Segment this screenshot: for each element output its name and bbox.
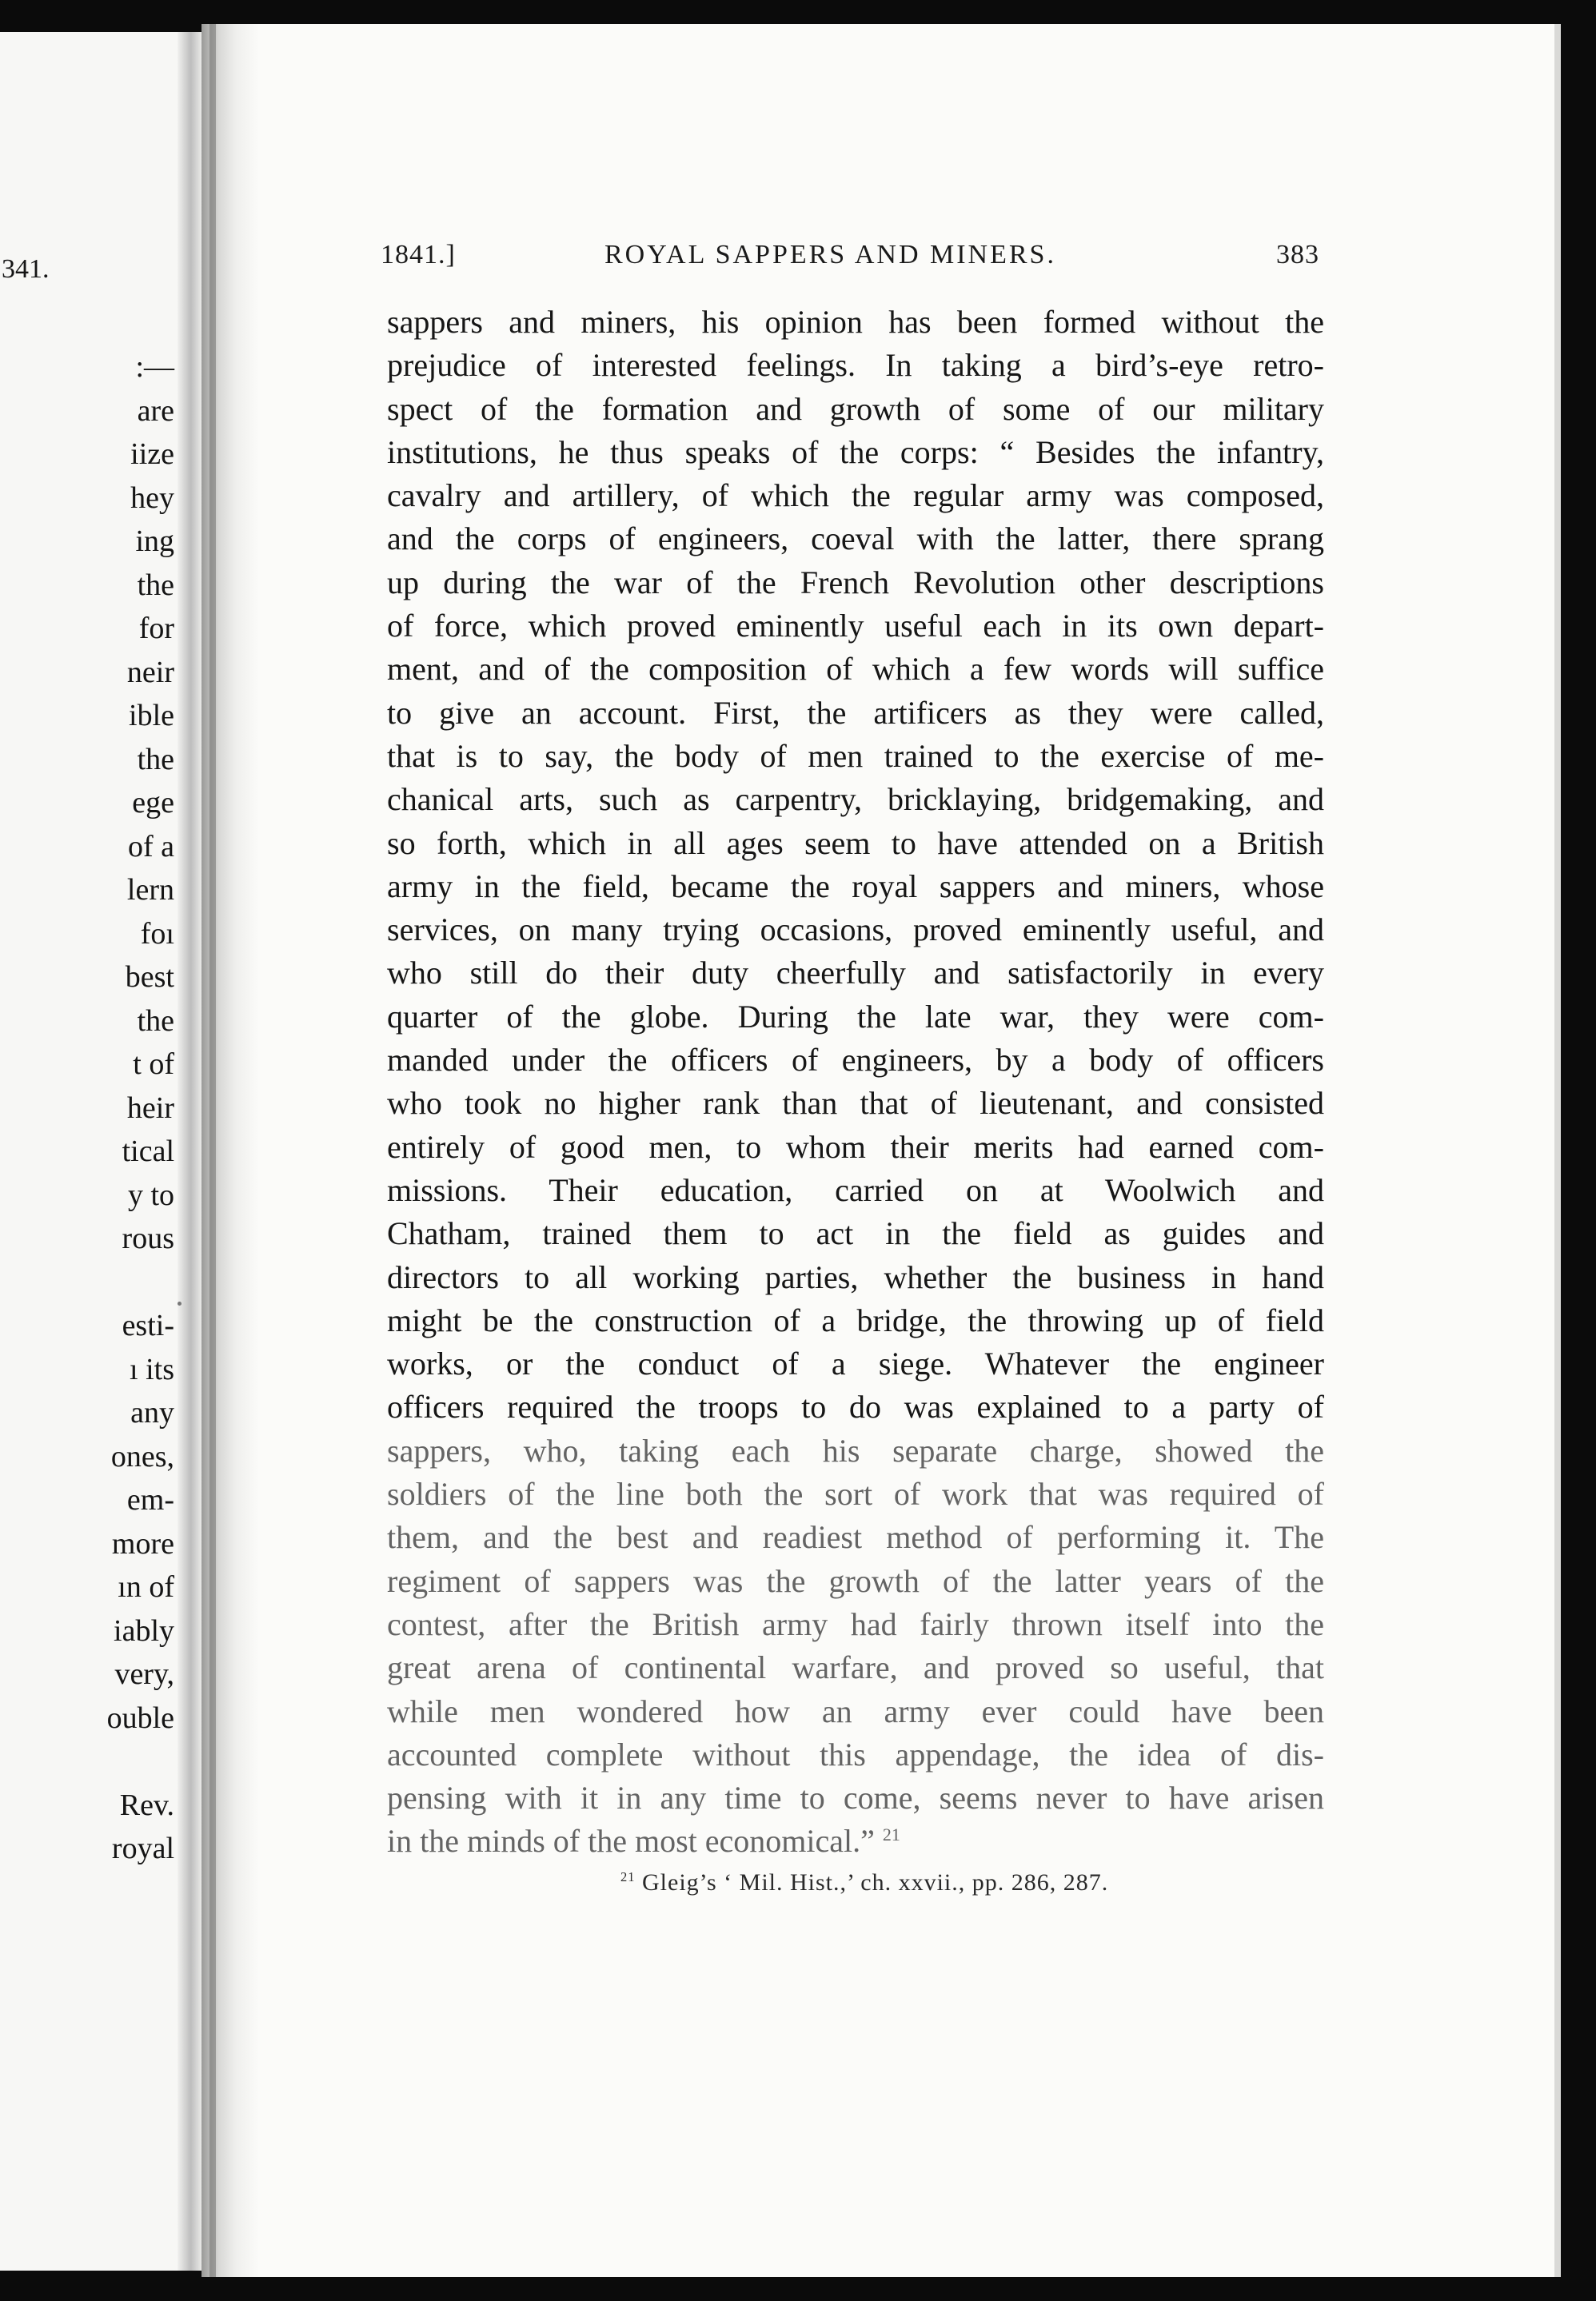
body-line	[387, 1256, 1324, 1299]
body-line-text: manded under the officers of engineers, by a body of officers	[387, 1042, 1324, 1079]
body-line	[387, 1777, 1324, 1820]
body-line-text: directors to all working parties, whether the business in hand	[387, 1258, 1324, 1295]
left-page-fragment: iize	[130, 437, 174, 471]
left-page-fragment: the	[137, 568, 174, 602]
body-line-text: ment, and of the composition of which a few words will suffice	[387, 651, 1324, 688]
body-line-text: sappers and miners, his opinion has been formed without the	[387, 304, 1324, 340]
body-line-text: chanical arts, such as carpentry, bricklaying, bridgemaking, and	[387, 781, 1324, 818]
body-line	[387, 1169, 1324, 1212]
left-page-fragment: heir	[126, 1091, 174, 1125]
body-line-text: entirely of good men, to whom their merits had earned com-	[387, 1128, 1324, 1165]
footnote-reference: 21	[882, 1824, 900, 1845]
body-line	[387, 1690, 1324, 1733]
body-line-text: who took no higher rank than that of lieutenant, and consisted	[387, 1085, 1324, 1122]
body-line-text: missions. Their education, carried on at Woolwich and	[387, 1171, 1324, 1208]
body-line-text: them, and the best and readiest method of performing it. The	[387, 1519, 1324, 1556]
body-line	[387, 1126, 1324, 1169]
body-line	[387, 1516, 1324, 1559]
left-page-fragment: rous	[122, 1222, 174, 1255]
body-line	[387, 692, 1324, 735]
left-page-heading-fragment: 341.	[2, 254, 50, 284]
page-right-edge	[1554, 24, 1561, 2277]
body-line	[387, 1082, 1324, 1125]
body-line-text: army in the field, became the royal sappers and miners, whose	[387, 867, 1324, 904]
body-text	[387, 301, 1324, 1864]
body-line	[387, 908, 1324, 951]
body-line-text: contest, after the British army had fairly thrown itself into the	[387, 1605, 1324, 1642]
body-line-text: up during the war of the French Revolution other descriptions	[387, 564, 1324, 600]
left-page-fragment: foı	[140, 916, 174, 951]
left-page-fragment: t of	[133, 1047, 174, 1081]
body-line	[387, 995, 1324, 1039]
left-page-fragment: of a	[127, 829, 174, 863]
body-line-text: that is to say, the body of men trained to the exercise of me-	[387, 737, 1324, 774]
body-line	[387, 1733, 1324, 1777]
footnote-text: Gleig’s ‘ Mil. Hist.,’ ch. xxvii., pp. 286, 287.	[642, 1869, 1109, 1896]
left-page-fragment: y to	[127, 1178, 174, 1212]
page-binding-edge	[209, 24, 216, 2277]
body-line	[387, 1603, 1324, 1646]
left-page-fragment: lern	[126, 873, 174, 907]
left-facing-page	[0, 32, 198, 2271]
body-line	[387, 1646, 1324, 1689]
body-line-text: soldiers of the line both the sort of work that was required of	[387, 1476, 1324, 1513]
left-page-fragment: iably	[114, 1613, 174, 1648]
body-line-text: services, on many trying occasions, proved eminently useful, and	[387, 911, 1324, 948]
left-page-fragment: any	[130, 1396, 174, 1430]
body-line-text: and the corps of engineers, coeval with the latter, there sprang	[387, 520, 1324, 557]
left-page-fragment: ones,	[110, 1439, 174, 1474]
body-line	[387, 1342, 1324, 1386]
body-line	[387, 344, 1324, 387]
body-line	[387, 1820, 1324, 1863]
left-page-fragment: ın of	[118, 1570, 174, 1604]
body-line	[387, 951, 1324, 995]
body-line	[387, 1039, 1324, 1082]
left-page-fragment: ege	[132, 786, 174, 820]
body-line-text: while men wondered how an army ever could have been	[387, 1693, 1324, 1729]
left-page-fragment: the	[137, 742, 174, 776]
body-line-text: who still do their duty cheerfully and satisfactorily in every	[387, 955, 1324, 991]
body-line	[387, 1473, 1324, 1516]
body-line-text: works, or the conduct of a siege. Whatever the engineer	[387, 1346, 1324, 1382]
body-line-text: to give an account. First, the artificers as they were called,	[387, 694, 1324, 731]
left-page-fragment: the	[137, 1003, 174, 1038]
running-head-title: ROYAL SAPPERS AND MINERS.	[604, 240, 1056, 269]
body-line	[387, 735, 1324, 778]
body-line-text: pensing with it in any time to come, seems never to have arisen	[387, 1780, 1324, 1816]
left-page-fragment: ible	[129, 699, 174, 732]
body-line-text: so forth, which in all ages seem to have attended on a British	[387, 824, 1324, 861]
footnote-marker: 21	[620, 1869, 636, 1884]
body-line-text: great arena of continental warfare, and proved so useful, that	[387, 1649, 1324, 1686]
body-line	[387, 388, 1324, 431]
body-line-text: in the minds of the most economical.”	[387, 1823, 875, 1860]
body-line-text: spect of the formation and growth of some of our military	[387, 390, 1324, 427]
body-line-text: officers required the troops to do was explained to a party of	[387, 1389, 1324, 1426]
body-line	[387, 474, 1324, 517]
body-line	[387, 1212, 1324, 1255]
left-page-fragment: :—	[135, 350, 174, 384]
left-page-gutter	[178, 32, 201, 2271]
body-line	[387, 431, 1324, 474]
left-page-fragment: neir	[126, 655, 174, 689]
left-page-fragment: em-	[126, 1483, 174, 1517]
body-line-text: regiment of sappers was the growth of the latter years of the	[387, 1562, 1324, 1599]
body-line-text: cavalry and artillery, of which the regular army was composed,	[387, 477, 1324, 514]
left-page-fragment: for	[138, 612, 174, 645]
body-line	[387, 301, 1324, 344]
footnote	[620, 1869, 1108, 1896]
body-line-text: quarter of the globe. During the late war, they were com-	[387, 998, 1324, 1035]
body-line-text: Chatham, trained them to act in the field as guides and	[387, 1215, 1324, 1252]
body-line	[387, 1560, 1324, 1603]
body-line-text: sappers, who, taking each his separate charge, showed the	[387, 1432, 1324, 1469]
body-line	[387, 1299, 1324, 1342]
left-page-fragment: Rev.	[119, 1788, 174, 1822]
running-head-year: 1841.]	[381, 240, 456, 269]
left-page-fragment: ing	[135, 524, 174, 558]
body-line	[387, 517, 1324, 560]
body-line-text: accounted complete without this appendage, the idea of dis-	[387, 1736, 1324, 1773]
body-line	[387, 865, 1324, 908]
body-line	[387, 604, 1324, 648]
body-line-text: prejudice of interested feelings. In taking a bird’s-eye retro-	[387, 347, 1324, 384]
left-page-fragment: very,	[114, 1657, 174, 1691]
body-line	[387, 822, 1324, 865]
body-line	[387, 1386, 1324, 1429]
body-line-text: of force, which proved eminently useful each in its own depart-	[387, 608, 1324, 644]
left-page-fragment: tical	[122, 1135, 174, 1168]
page-number: 383	[1276, 240, 1319, 269]
scan-speck	[178, 1302, 182, 1306]
body-line-text: might be the construction of a bridge, the throwing up of field	[387, 1302, 1324, 1338]
body-line	[387, 1430, 1324, 1473]
body-line	[387, 561, 1324, 604]
left-page-fragment: royal	[111, 1832, 174, 1865]
body-line-text: institutions, he thus speaks of the corps: “ Besides the infantry,	[387, 433, 1324, 470]
left-page-fragment: more	[111, 1526, 174, 1561]
left-page-fragment: ı its	[130, 1352, 174, 1386]
left-page-fragment: esti-	[122, 1309, 174, 1342]
running-head	[381, 240, 1319, 278]
left-page-fragment: best	[125, 960, 174, 994]
body-line	[387, 778, 1324, 821]
left-page-fragment: are	[137, 393, 174, 428]
left-page-fragment: ouble	[106, 1701, 174, 1735]
body-line	[387, 648, 1324, 691]
left-page-fragment: hey	[130, 481, 174, 515]
